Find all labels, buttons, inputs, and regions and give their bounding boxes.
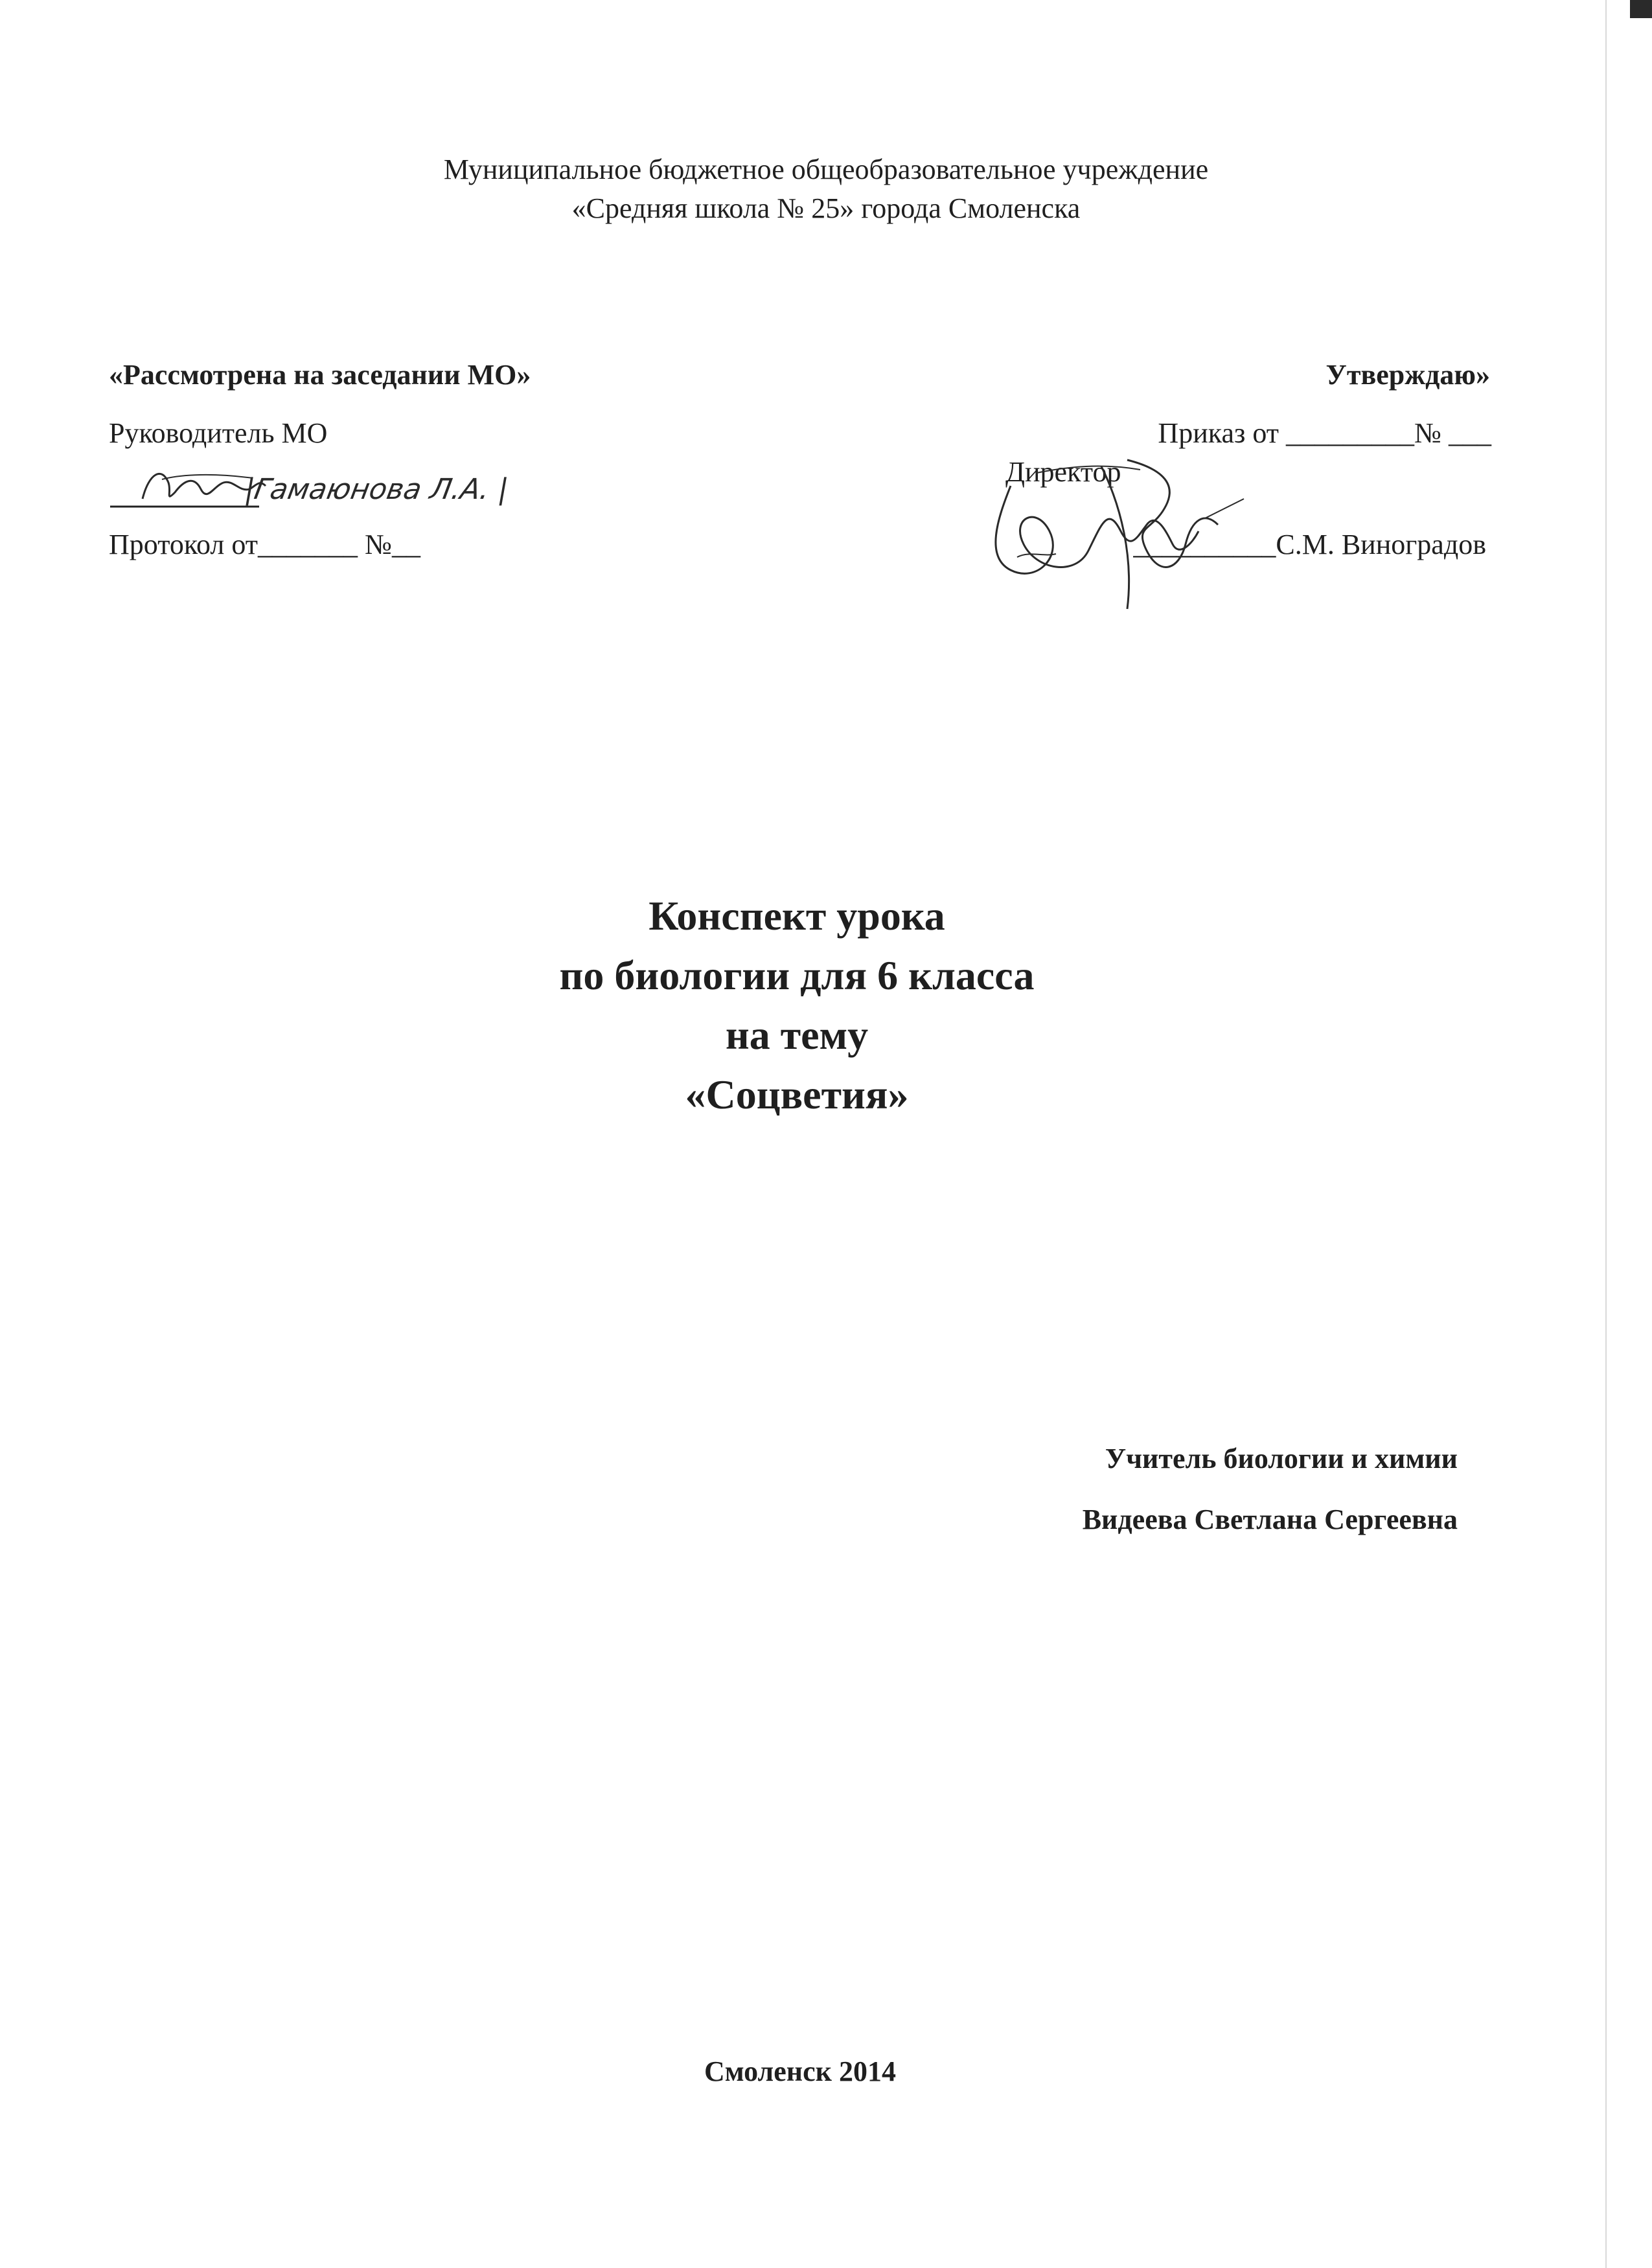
city-year: Смоленск 2014 (704, 2056, 897, 2087)
approval-right-heading: Утверждаю» (1325, 359, 1490, 391)
approval-left-protocol: Протокол от_______ №__ (109, 529, 420, 560)
scan-line (1605, 0, 1607, 2268)
title-line-1: Конспект урока (648, 893, 945, 939)
author-name: Видеева Светлана Сергеевна (1082, 1504, 1458, 1535)
director-signature (972, 428, 1309, 622)
svg-text:|Гамаюнова Л.А. |: |Гамаюнова Л.А. | (242, 473, 511, 506)
approval-left-heading: «Рассмотрена на заседании МО» (109, 359, 531, 391)
document-title (0, 886, 1594, 1125)
approval-right-order: Приказ от _________№ ___ (1158, 417, 1491, 449)
author-block (1083, 1428, 1458, 1550)
title-line-4: «Соцветия» (685, 1071, 909, 1117)
approval-right-role: Директор (1005, 456, 1121, 488)
approval-left-role: Руководитель МО (109, 417, 328, 449)
scan-edge (1630, 0, 1652, 2268)
scan-edge-corner (1630, 0, 1652, 18)
approval-right-name: __________С.М. Виноградов (1133, 529, 1486, 560)
title-line-2: по биологии для 6 класса (559, 952, 1035, 998)
title-line-3: на тему (725, 1012, 869, 1058)
institution-line-1: Муниципальное бюджетное общеобразовательное учреждение (443, 154, 1209, 185)
head-signature (104, 453, 518, 525)
author-position: Учитель биологии и химии (1105, 1443, 1458, 1474)
institution-line-2: «Средняя школа № 25» города Смоленска (571, 192, 1081, 224)
institution-header (0, 150, 1652, 228)
